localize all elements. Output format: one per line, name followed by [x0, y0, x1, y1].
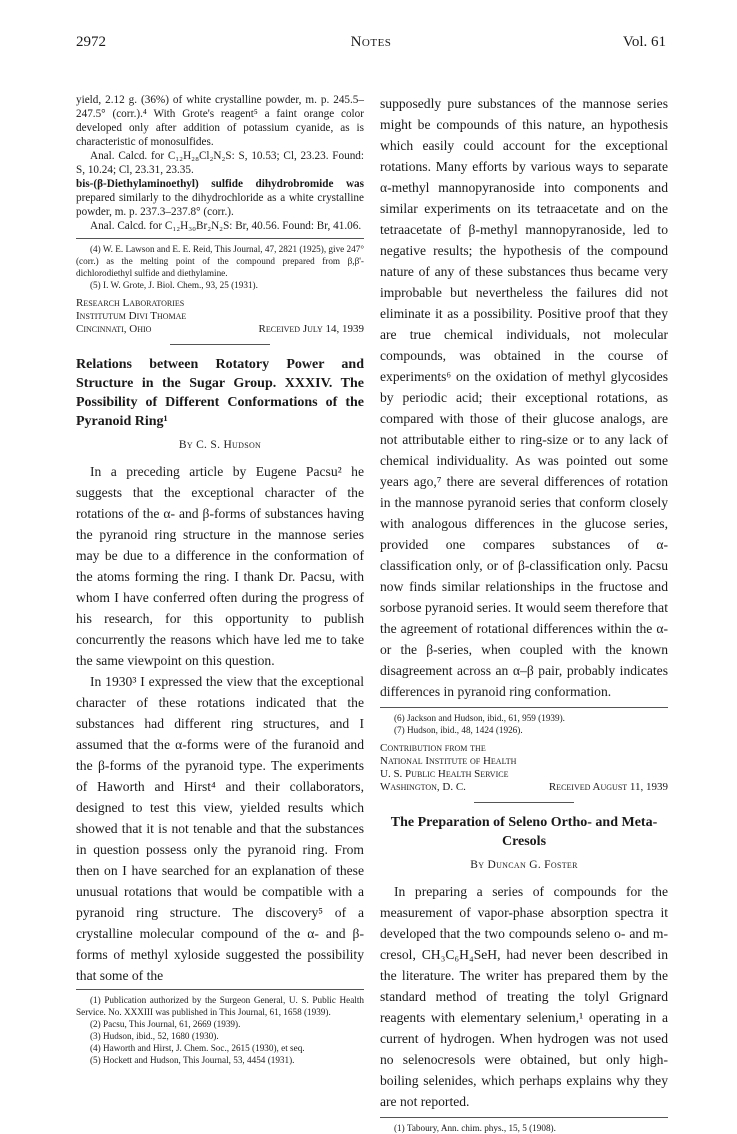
prev-article-text: yield, 2.12 g. (36%) of white crystalline powder, m. p. 245.5–247.5° (corr.).⁴ With Grote's reagent⁵ a faint orange color developed only after addition of potassium cyanide, as is characteristic of monosulfides.	[76, 94, 364, 148]
bis-compound-text: prepared similarly to the dihydrochloride as a white crystalline powder, m. p. 237.3–237.8° (corr.).	[76, 192, 364, 218]
footnote-1: (1) Publication authorized by the Surgeon General, U. S. Public Health Service. No. XXXIII was published in This Journal, 61, 1658 (1939).	[76, 995, 364, 1017]
bis-compound-paragraph	[76, 177, 364, 219]
received-date: Received July 14, 1939	[258, 323, 364, 335]
footnote-7: (7) Hudson, ibid., 48, 1424 (1926).	[394, 725, 523, 735]
byline: By Duncan G. Foster	[470, 859, 578, 871]
footnote-rule	[380, 1117, 668, 1118]
section-title: Notes	[350, 34, 392, 50]
footnote-3: (3) Hudson, ibid., 52, 1680 (1930).	[90, 1031, 219, 1041]
body-paragraph-1: In a preceding article by Eugene Pacsu² he suggests that the exceptional character of the rotations of the α- and β-forms of substances having the pyranoid ring structure in the mannose series may be due to a difference in the conformation of the atoms forming the ring. I thank Dr. Pacsu, with whom I have conferred often during the progress of his research, for this opportunity to publish concurrently the reasons which have led me to take the same viewpoint on this question.	[76, 464, 364, 668]
received-date: Received August 11, 1939	[548, 781, 668, 793]
footnote-4b: (4) Haworth and Hirst, J. Chem. Soc., 2615 (1930), et seq.	[90, 1043, 305, 1053]
affiliation-city: Cincinnati, Ohio	[76, 323, 152, 335]
article-separator	[170, 344, 270, 345]
article-title: The Preparation of Seleno Ortho- and Meta-Cresols	[390, 815, 658, 849]
page-header	[76, 34, 666, 54]
right-column	[380, 93, 668, 1134]
article-separator	[474, 802, 574, 803]
footnote-rule	[380, 707, 668, 708]
footnote-rule	[76, 989, 364, 990]
body-paragraph-2: In 1930³ I expressed the view that the exceptional character of these rotations indicated that the substances had different ring structures, and I assumed that the α-forms were of the furanoid and the β-forms of the pyranoid type. The experiments of Haworth and Hirst⁴ and their collaborators, designed to test this view, yielded results which showed that it is not tenable and that the substances in question possess only the pyranoid ring. From then on I have searched for an explanation of these unusual rotations that would be compatible with a pyranoid ring structure. The discovery⁵ of a crystalline molecular compound of the α- and β-forms of methyl xyloside suggested the possibility that some of the	[76, 674, 364, 983]
affiliation-line: Institutum Divi Thomae	[76, 310, 187, 322]
footnote-1: (1) Taboury, Ann. chim. phys., 15, 5 (1908).	[394, 1123, 556, 1133]
affiliation-line: Research Laboratories	[76, 297, 185, 309]
footnote-4: (4) W. E. Lawson and E. E. Reid, This Journal, 47, 2821 (1925), give 247° (corr.) as the melting point of the compound prepared from β,β'-dichlorodiethyl sulfide and diethylamine.	[76, 244, 364, 278]
footnote-rule	[76, 238, 364, 239]
analysis-1: Anal. Calcd. for C₁₂H₂₈Cl₂N₂S: S, 10.53; Cl, 23.23. Found: S, 10.24; Cl, 23.31, 23.35.	[76, 150, 364, 176]
footnote-2: (2) Pacsu, This Journal, 61, 2669 (1939).	[90, 1019, 241, 1029]
footnote-5b: (5) Hockett and Hudson, This Journal, 53, 4454 (1931).	[90, 1055, 295, 1065]
affiliation-city-row	[380, 781, 668, 794]
affiliation-block	[76, 297, 364, 336]
body-paragraph-continued: supposedly pure substances of the mannose series might be compounds of this nature, an hypothesis which easily could account for the exceptional rotations. Many efforts by various ways to separate α-methyl mannopyranoside into components and similar experiments on its tetraacetate and on the tetraacetate of β-methyl mannopyranoside, led to negative results; the hypothesis of the compound nature of any of these substances thus became very improbable but nevertheless the failures did not eliminate it as a possibility. Positive proof that they are true chemical individuals, not molecular compounds, was obtained in the course of experiments⁶ on the oxidation of methyl glycosides by periodic acid; their exceptional rotations, as compared with those of their glucose analogs, are not attributable either to ring-size or to any lack of chemical individuality. As was pointed out some years ago,⁷ there are several differences of rotation in the mannose pyranoid series that conform closely with analogous differences in the glucose series, provided one compares substances of α-classification only, or of β-classification only. Pacsu now finds similar relationships in the fructose and sorbose pyranoid series. It would seem therefore that the agreement of rotational differences within the α- or the β-series, when coupled with the known disagreement across an α–β pair, probably indicates differences in pyranoid ring conformation.	[380, 96, 668, 699]
affiliation-line: U. S. Public Health Service	[380, 768, 509, 780]
page-number: 2972	[76, 34, 106, 50]
affiliation-line: National Institute of Health	[380, 755, 517, 767]
body-paragraph-1: In preparing a series of compounds for the measurement of vapor-phase absorption spectra it developed that the two compounds seleno o- and m-cresol, CH₃C₆H₄SeH, had never been described in the literature. The writer has prepared them by the standard method of treating the tolyl Grignard reagents with elementary selenium,¹ operating in a current of hydrogen. When hydrogen was not used no selenocresols were obtained, but only high-boiling selenides, which perhaps explains why they are not reported.	[380, 884, 668, 1109]
affiliation-line: Contribution from the	[380, 742, 486, 754]
left-column	[76, 93, 364, 1066]
bis-compound-title: bis-(β-Diethylaminoethyl) sulfide dihydrobromide was	[76, 178, 364, 190]
article-title: Relations between Rotatory Power and Structure in the Sugar Group. XXXIV. The Possibility of Different Conformations of the Pyranoid Ring¹	[76, 357, 364, 429]
affiliation-city-row	[76, 323, 364, 336]
footnote-5: (5) I. W. Grote, J. Biol. Chem., 93, 25 (1931).	[90, 280, 258, 290]
affiliation-city: Washington, D. C.	[380, 781, 466, 793]
footnote-6: (6) Jackson and Hudson, ibid., 61, 959 (1939).	[394, 713, 565, 723]
volume-label: Vol. 61	[622, 34, 666, 50]
affiliation-block	[380, 742, 668, 794]
byline: By C. S. Hudson	[178, 439, 262, 451]
analysis-2: Anal. Calcd. for C₁₂H₃₀Br₂N₂S: Br, 40.56. Found: Br, 41.06.	[90, 220, 362, 232]
